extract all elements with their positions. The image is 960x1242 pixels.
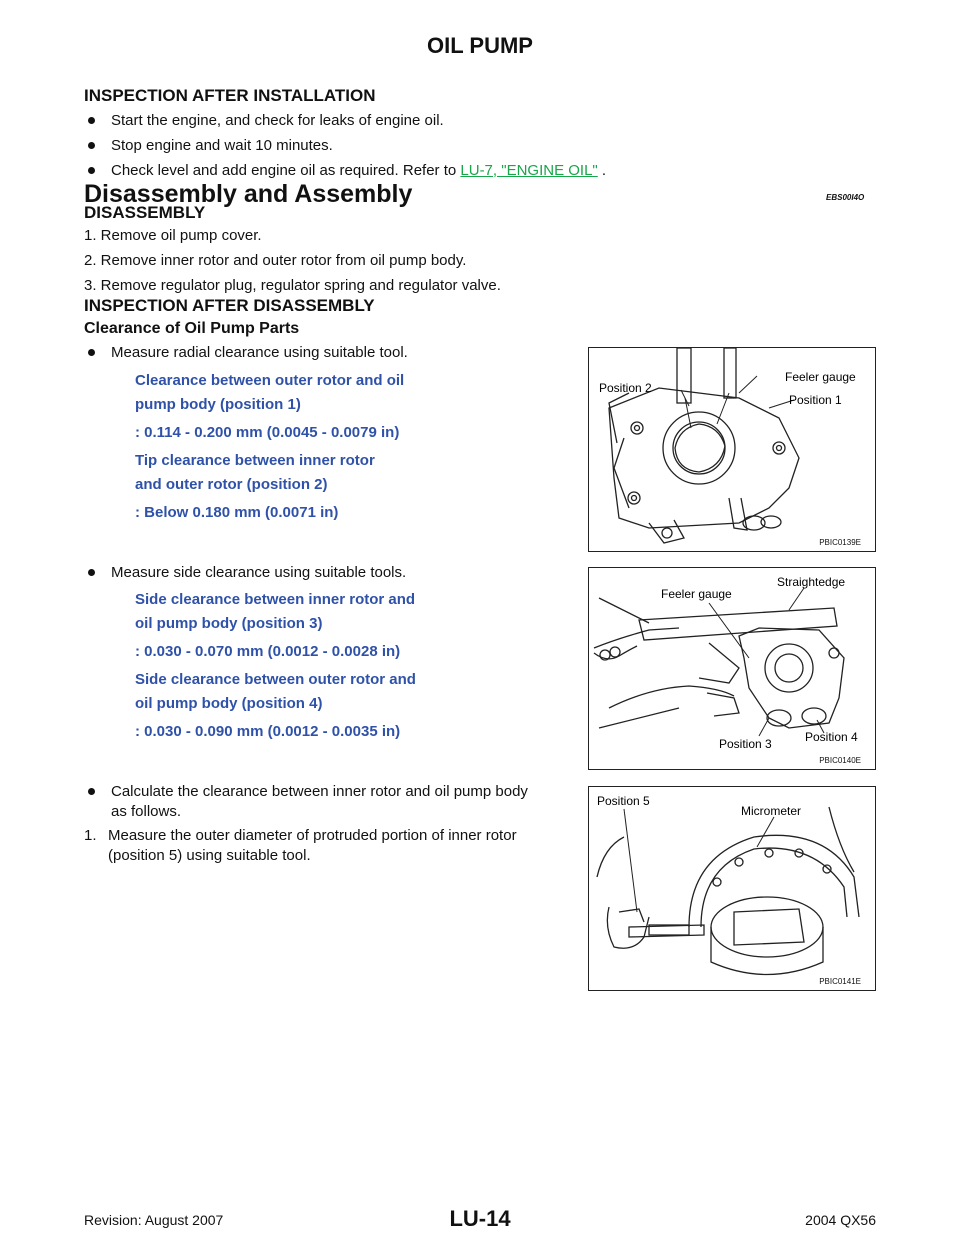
figure-side-clearance: [588, 567, 876, 770]
list-item: 1. Measure the outer diameter of protruded portion of inner rotor (position 5) using suitable tool.: [84, 827, 517, 864]
list-item: Measure side clearance using suitable tools.: [88, 563, 406, 583]
spec-side-clearance-inner: Side clearance between inner rotor and oil pump body (position 3) : 0.030 - 0.070 mm (0.0012 - 0.0028 in): [135, 591, 416, 660]
section-code: EBS00I4O: [826, 193, 865, 202]
spec-outer-rotor-clearance: Clearance between outer rotor and oil pump body (position 1) : 0.114 - 0.200 mm (0.0045 - 0.0079 in): [135, 372, 405, 441]
bullet-icon: [88, 788, 95, 795]
bullet-icon: [88, 569, 95, 576]
label-position-5: Position 5: [597, 794, 650, 808]
disassembly-steps: [84, 226, 844, 296]
page-title: OIL PUMP: [427, 33, 533, 58]
micrometer-measurement-illustration: [589, 787, 875, 990]
section-heading-inspection-after-installation: INSPECTION AFTER INSTALLATION: [84, 86, 376, 105]
label-feeler-gauge: Feeler gauge: [785, 370, 856, 384]
footer-page-number: LU-14: [449, 1206, 511, 1231]
list-item: Measure radial clearance using suitable tool.: [88, 343, 408, 363]
bullet-icon: [88, 142, 95, 149]
figure-micrometer: [588, 786, 876, 991]
spec-tip-clearance: Tip clearance between inner rotor and outer rotor (position 2) : Below 0.180 mm (0.0071 in): [135, 452, 375, 521]
bullet-icon: [88, 167, 95, 174]
section-heading-disassembly: DISASSEMBLY: [84, 203, 206, 222]
section-heading-disassembly-and-assembly: Disassembly and Assembly: [84, 180, 413, 208]
list-item: Check level and add engine oil as required. Refer to LU-7, "ENGINE OIL" .: [88, 161, 868, 181]
engine-oil-link[interactable]: LU-7, "ENGINE OIL": [460, 162, 598, 179]
list-item: 2. Remove inner rotor and outer rotor from oil pump body.: [84, 252, 467, 269]
footer-revision: Revision: August 2007: [84, 1212, 224, 1228]
bullet-icon: [88, 349, 95, 356]
list-item: 1. Remove oil pump cover.: [84, 227, 262, 244]
straightedge-measurement-illustration: [589, 568, 875, 769]
section-heading-inspection-after-disassembly: INSPECTION AFTER DISASSEMBLY: [84, 296, 375, 315]
oil-pump-body-illustration: [589, 348, 875, 551]
label-position-2: Position 2: [599, 381, 652, 395]
list-item: 3. Remove regulator plug, regulator spring and regulator valve.: [84, 277, 501, 294]
label-position-4: Position 4: [805, 730, 858, 744]
figure-id: PBIC0139E: [819, 538, 861, 547]
installation-checklist: [88, 111, 868, 181]
label-straightedge: Straightedge: [777, 575, 846, 589]
bullet-icon: [88, 117, 95, 124]
figure-radial-clearance: [588, 347, 876, 552]
subsection-heading-clearance: Clearance of Oil Pump Parts: [84, 320, 300, 337]
label-feeler-gauge: Feeler gauge: [661, 587, 732, 601]
spec-side-clearance-outer: Side clearance between outer rotor and oil pump body (position 4) : 0.030 - 0.090 mm (0.0012 - 0.0035 in): [135, 671, 416, 740]
label-micrometer: Micrometer: [741, 804, 802, 818]
list-item: Stop engine and wait 10 minutes.: [88, 136, 868, 156]
figure-id: PBIC0140E: [819, 756, 861, 765]
list-item: Calculate the clearance between inner rotor and oil pump body as follows.: [88, 782, 574, 822]
footer-model: 2004 QX56: [805, 1212, 876, 1228]
label-position-1: Position 1: [789, 393, 842, 407]
label-position-3: Position 3: [719, 737, 772, 751]
list-item: Start the engine, and check for leaks of engine oil.: [88, 111, 868, 131]
figure-id: PBIC0141E: [819, 977, 861, 986]
